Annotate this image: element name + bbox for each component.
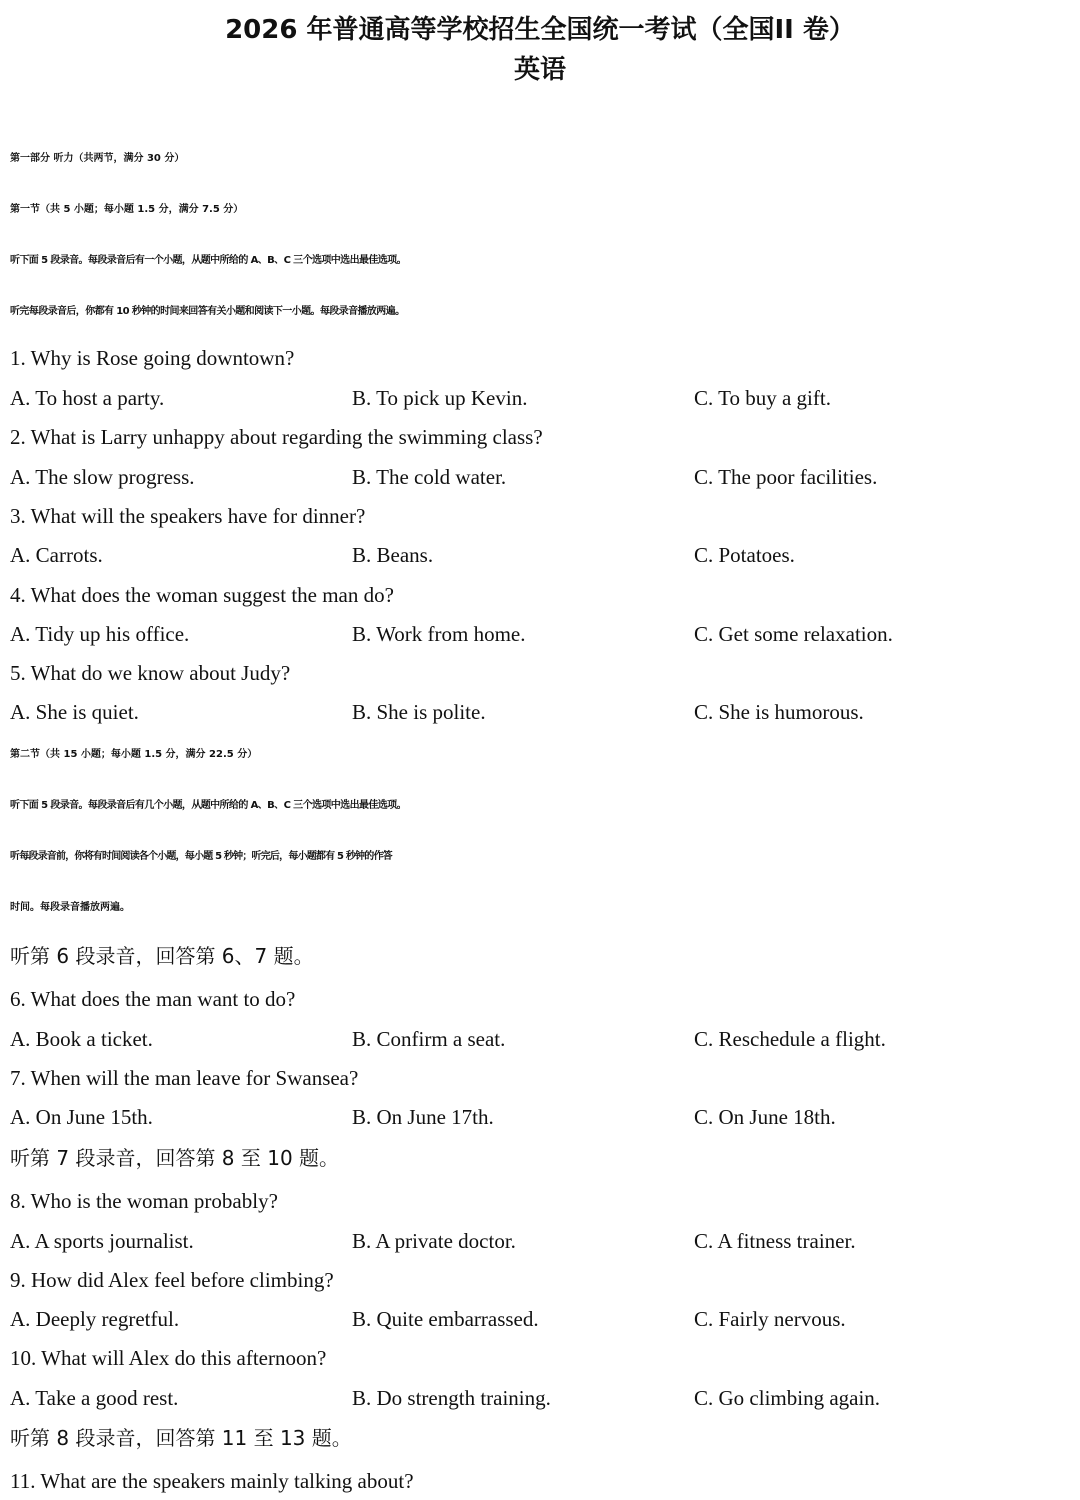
- q2-option-c: C. The poor facilities.: [694, 465, 878, 489]
- q4-option-a: A. Tidy up his office.: [10, 622, 190, 646]
- question-4: 4. What does the woman suggest the man do?: [10, 583, 394, 607]
- question-3: 3. What will the speakers have for dinner?: [10, 504, 366, 528]
- q7-option-b: B. On June 17th.: [352, 1105, 494, 1129]
- question-11: 11. What are the speakers mainly talking about?: [10, 1469, 414, 1493]
- part1-heading: 第一部分 听力（共两节，满分 30 分）: [10, 153, 185, 164]
- section2-heading: 第二节（共 15 小题；每小题 1.5 分，满分 22.5 分）: [10, 749, 258, 760]
- q4-option-c: C. Get some relaxation.: [694, 622, 893, 646]
- q5-option-c: C. She is humorous.: [694, 700, 864, 724]
- q5-option-b: B. She is polite.: [352, 700, 486, 724]
- q5-option-a: A. She is quiet.: [10, 700, 139, 724]
- q8-option-a: A. A sports journalist.: [10, 1229, 194, 1253]
- q1-option-a: A. To host a party.: [10, 386, 165, 410]
- question-1: 1. Why is Rose going downtown?: [10, 346, 295, 370]
- q7-option-a: A. On June 15th.: [10, 1105, 153, 1129]
- question-10: 10. What will Alex do this afternoon?: [10, 1346, 327, 1370]
- group-8-instruction: 听第 8 段录音，回答第 11 至 13 题。: [10, 1426, 352, 1450]
- q6-option-a: A. Book a ticket.: [10, 1027, 153, 1051]
- group-6-instruction: 听第 6 段录音，回答第 6、7 题。: [10, 944, 314, 968]
- q9-option-a: A. Deeply regretful.: [10, 1307, 180, 1331]
- question-5: 5. What do we know about Judy?: [10, 661, 291, 685]
- q2-option-b: B. The cold water.: [352, 465, 507, 489]
- question-6: 6. What does the man want to do?: [10, 987, 296, 1011]
- section2-instruction-3: 时间。每段录音播放两遍。: [10, 902, 130, 913]
- question-9: 9. How did Alex feel before climbing?: [10, 1268, 334, 1292]
- q2-option-a: A. The slow progress.: [10, 465, 195, 489]
- question-8: 8. Who is the woman probably?: [10, 1189, 278, 1213]
- q1-option-c: C. To buy a gift.: [694, 386, 831, 410]
- q3-option-b: B. Beans.: [352, 543, 434, 567]
- q6-option-c: C. Reschedule a flight.: [694, 1027, 886, 1051]
- exam-title: 2026 年普通高等学校招生全国统一考试（全国II 卷）: [225, 15, 855, 45]
- question-2: 2. What is Larry unhappy about regarding the swimming class?: [10, 425, 543, 449]
- q10-option-c: C. Go climbing again.: [694, 1386, 881, 1410]
- subject-title: 英语: [513, 55, 566, 85]
- q3-option-c: C. Potatoes.: [694, 543, 795, 567]
- section2-instruction-1: 听下面 5 段录音。每段录音后有几个小题，从题中所给的 A、B、C 三个选项中选出最佳选项。: [10, 800, 406, 811]
- q7-option-c: C. On June 18th.: [694, 1105, 836, 1129]
- section1-instruction-1: 听下面 5 段录音。每段录音后有一个小题，从题中所给的 A、B、C 三个选项中选出最佳选项。: [10, 255, 406, 266]
- section2-instruction-2: 听每段录音前，你将有时间阅读各个小题，每小题 5 秒钟；听完后，每小题都有 5 秒钟的作答: [10, 851, 392, 862]
- group-7-instruction: 听第 7 段录音，回答第 8 至 10 题。: [10, 1146, 340, 1170]
- q8-option-b: B. A private doctor.: [352, 1229, 516, 1253]
- q9-option-c: C. Fairly nervous.: [694, 1307, 846, 1331]
- q10-option-a: A. Take a good rest.: [10, 1386, 179, 1410]
- q10-option-b: B. Do strength training.: [352, 1386, 551, 1410]
- q6-option-b: B. Confirm a seat.: [352, 1027, 506, 1051]
- question-7: 7. When will the man leave for Swansea?: [10, 1066, 359, 1090]
- section1-heading: 第一节（共 5 小题；每小题 1.5 分，满分 7.5 分）: [10, 204, 244, 215]
- section1-instruction-2: 听完每段录音后，你都有 10 秒钟的时间来回答有关小题和阅读下一小题。每段录音播放两遍。: [10, 306, 405, 317]
- q3-option-a: A. Carrots.: [10, 543, 103, 567]
- q8-option-c: C. A fitness trainer.: [694, 1229, 856, 1253]
- q1-option-b: B. To pick up Kevin.: [352, 386, 528, 410]
- q9-option-b: B. Quite embarrassed.: [352, 1307, 539, 1331]
- q4-option-b: B. Work from home.: [352, 622, 526, 646]
